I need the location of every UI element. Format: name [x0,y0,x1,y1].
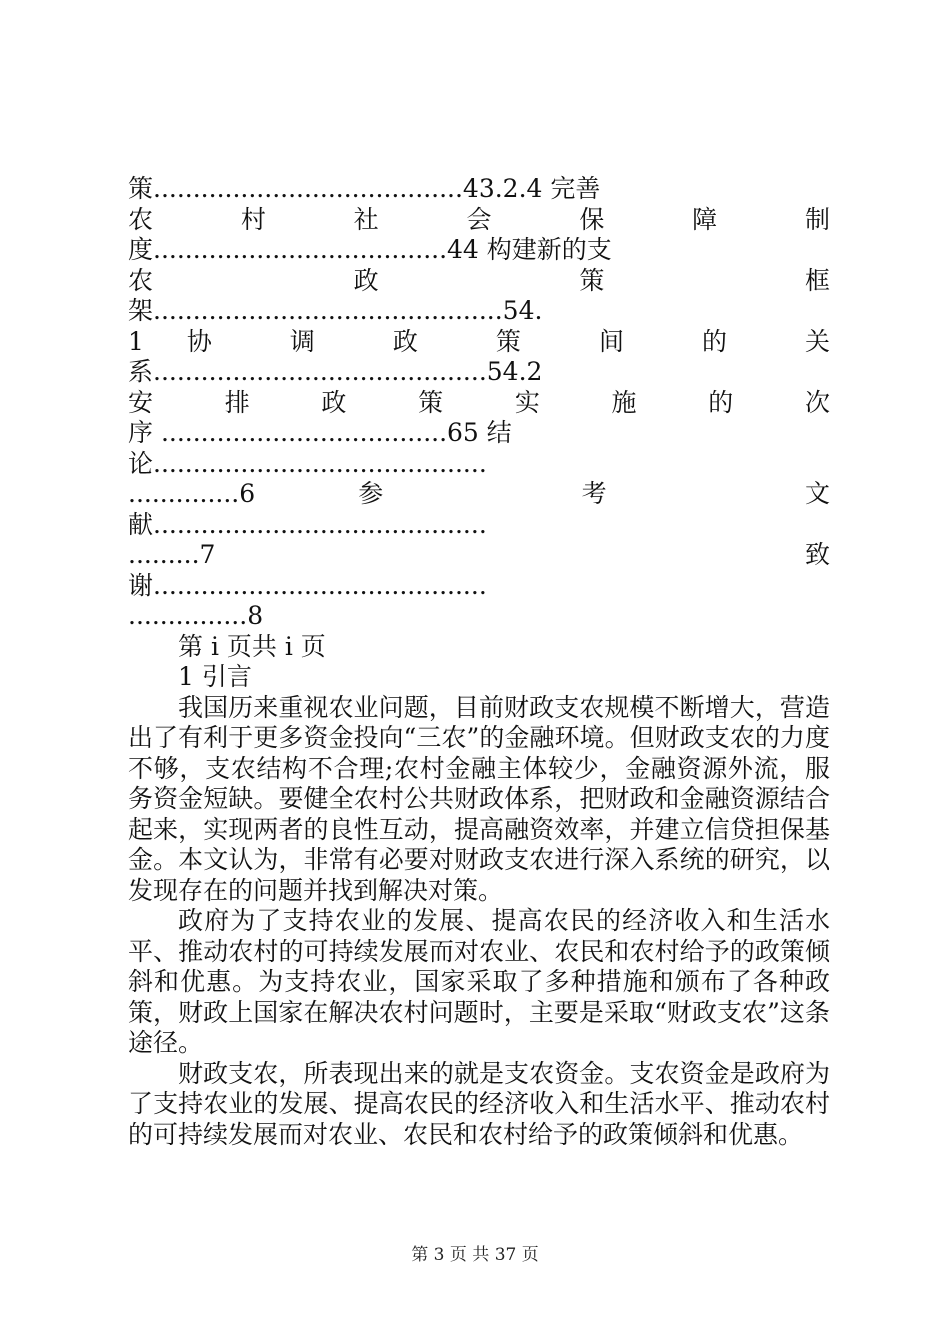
toc-line: 献.......................................... [128,509,487,539]
toc-line: 架............................................54. [128,296,543,325]
page-footer: 第 3 页 共 37 页 [411,1245,539,1265]
toc-line: 系..........................................54.2 [128,357,543,386]
paragraph: 政府为了支持农业的发展、提高农民的经济收入和生活水平、推动农村的可持续发展而对农业、农民和农村给予的政策倾斜和优惠。为支持农业，国家采取了多种措施和颁布了各种政策，财政上国家在解决农村问题时，主要是采取“财政支农”这条途径。 [128,906,830,1057]
paragraph: 财政支农，所表现出来的就是支农资金。支农资金是政府为了支持农业的发展、提高农民的经济收入和生活水平、推动农村的可持续发展而对农业、农民和农村给予的政策倾斜和优惠。 [128,1058,830,1149]
toc-line: 安 排 政 策 实 施 的 次 [128,387,830,417]
toc-line: ...............8 [128,601,264,630]
page-note: 第 i 页共 i 页 [178,631,326,661]
toc-line: 农 村 社 会 保 障 制 [128,204,830,234]
paragraph: 我国历来重视农业问题，目前财政支农规模不断增大，营造出了有利于更多资金投向“三农”的金融环境。但财政支农的力度不够，支农结构不合理;农村金融主体较少，金融资源外流，服务资金短缺。要健全农村公共财政体系，把财政和金融资源结合起来，实现两者的良性互动，提高融资效率，并建立信贷担保基金。本文认为，非常有必要对财政支农进行深入系统的研究，以发现存在的问题并找到解决对策。 [128,692,830,905]
toc-line: 农 政 策 框 [128,265,830,295]
toc-line: 1 协 调 政 策 间 的 关 [128,326,830,356]
toc-line: ..............6 参 考 文 [128,479,830,508]
toc-line: 序 ....................................65 结 [128,418,512,447]
section-heading: 1 引言 [178,662,252,691]
toc-line: .........7 致 [128,540,830,569]
toc-line: 谢.......................................... [128,570,487,600]
toc-line: 论.......................................... [128,448,487,478]
document-body [128,174,830,1150]
toc-line: 策.......................................43.2.4 完善 [128,174,601,203]
toc-line: 度.....................................44 构建新的支 [128,235,612,264]
